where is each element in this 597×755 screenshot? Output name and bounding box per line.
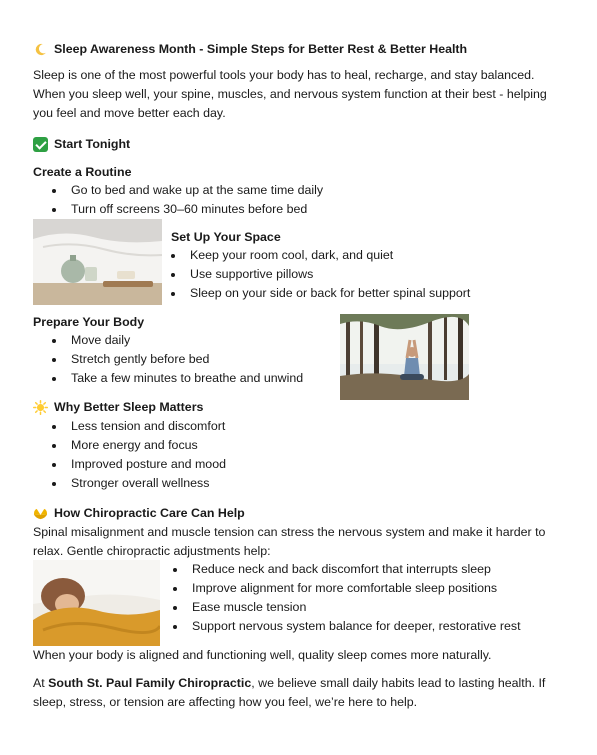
sun-icon <box>33 400 48 415</box>
stretching-photo <box>340 314 469 400</box>
subheading-space: Set Up Your Space <box>171 230 281 244</box>
page-title <box>33 40 467 59</box>
list-item: Take a few minutes to breathe and unwind <box>33 369 303 388</box>
page-title-text: Sleep Awareness Month - Simple Steps for Better Rest & Better Health <box>54 42 468 56</box>
section-heading-chiro <box>33 504 245 523</box>
list-item: Ease muscle tension <box>154 598 521 617</box>
chiro-heading-text: How Chiropractic Care Can Help <box>54 506 245 520</box>
start-tonight-heading-text: Start Tonight <box>54 137 131 151</box>
closing-paragraph: When your body is aligned and functioning well, quality sleep comes more naturally. <box>33 648 492 662</box>
list-item: Turn off screens 30–60 minutes before bed <box>33 200 323 219</box>
list-item: More energy and focus <box>33 436 226 455</box>
footer-paragraph <box>33 674 568 712</box>
sleeping-photo <box>33 560 160 646</box>
list-item: Move daily <box>33 331 303 350</box>
section-heading-start-tonight <box>33 135 130 154</box>
subheading-body: Prepare Your Body <box>33 315 145 329</box>
list-item: Use supportive pillows <box>152 265 470 284</box>
list-item: Stronger overall wellness <box>33 474 226 493</box>
list-item: Keep your room cool, dark, and quiet <box>152 246 470 265</box>
why-heading-text: Why Better Sleep Matters <box>54 400 204 414</box>
bedroom-photo <box>33 219 162 305</box>
why-list <box>33 417 226 493</box>
check-mark-button-icon <box>33 137 48 152</box>
section-heading-why <box>33 398 203 417</box>
list-item: Go to bed and wake up at the same time daily <box>33 181 323 200</box>
footer-rest: , we believe small daily habits lead to lasting health. If sleep, stress, or tension are affecting how you feel, we’re here to help. <box>33 676 546 709</box>
subheading-routine: Create a Routine <box>33 165 132 179</box>
footer-lead: At <box>33 676 49 690</box>
list-item: Improve alignment for more comfortable sleep positions <box>154 579 521 598</box>
list-item: Reduce neck and back discomfort that interrupts sleep <box>154 560 521 579</box>
heart-hands-icon <box>33 506 48 521</box>
chiro-list <box>154 560 521 636</box>
list-item: Support nervous system balance for deeper, restorative rest <box>154 617 521 636</box>
space-list <box>152 246 470 303</box>
list-item: Less tension and discomfort <box>33 417 226 436</box>
list-item: Improved posture and mood <box>33 455 226 474</box>
practice-name: South St. Paul Family Chiropractic <box>48 676 252 690</box>
body-list <box>33 331 303 388</box>
crescent-moon-icon <box>33 42 48 57</box>
list-item: Sleep on your side or back for better spinal support <box>152 284 470 303</box>
list-item: Stretch gently before bed <box>33 350 303 369</box>
chiro-intro-paragraph: Spinal misalignment and muscle tension can stress the nervous system and make it harder to relax. Gentle chiropractic adjustments help: <box>33 525 546 558</box>
routine-list <box>33 181 323 219</box>
intro-paragraph: Sleep is one of the most powerful tools your body has to heal, recharge, and stay balanced. When you sleep well, your spine, muscles, and nervous system function at their best - helping you feel and move better each day. <box>33 68 547 120</box>
